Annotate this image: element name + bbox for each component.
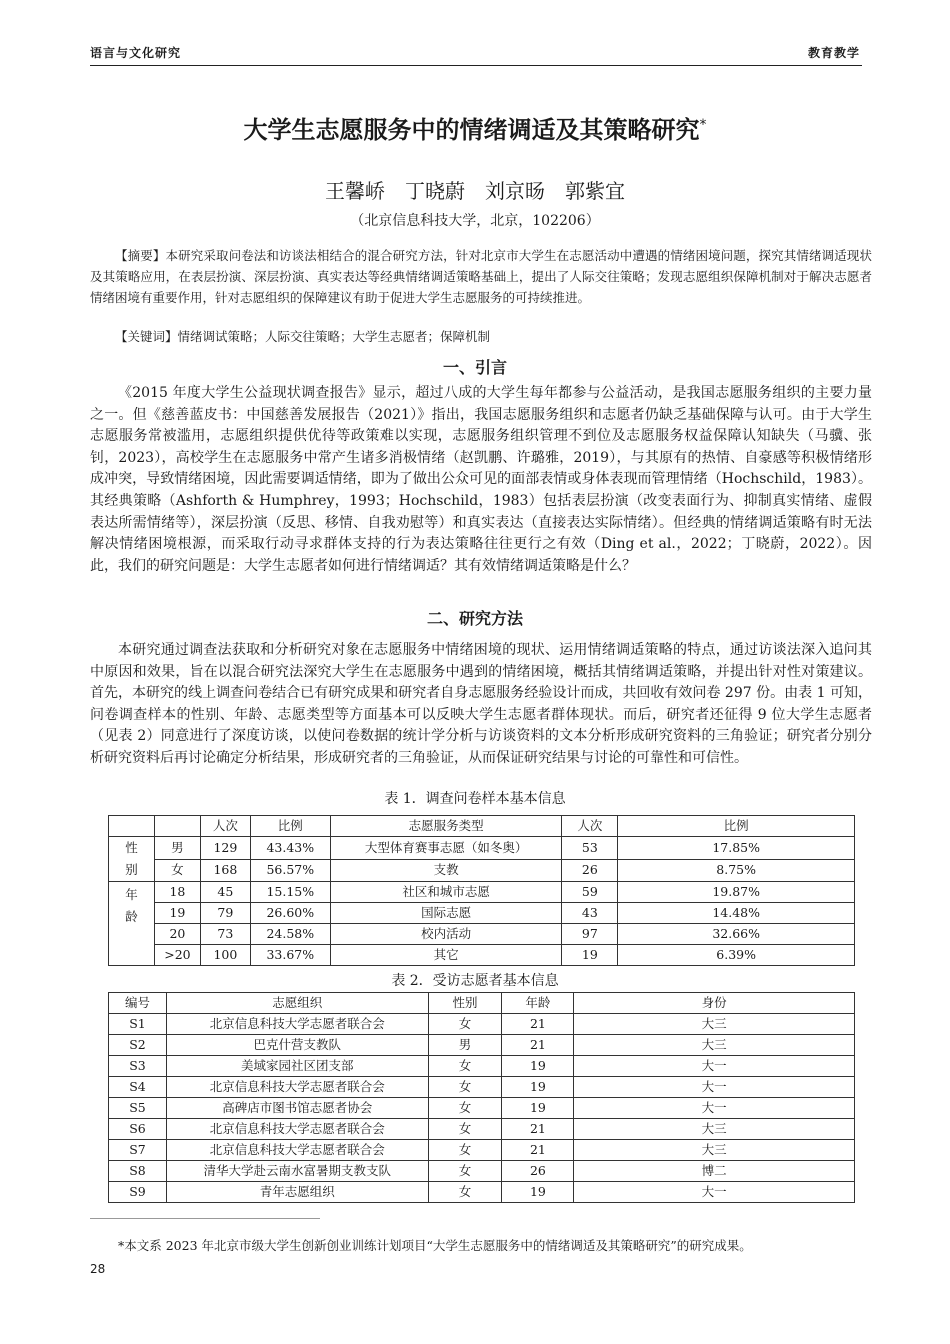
- table-cell: 巴克什营支教队: [166, 1035, 428, 1056]
- table-cell: 社区和城市志愿: [330, 882, 562, 903]
- table-cell: 北京信息科技大学志愿者联合会: [166, 1014, 428, 1035]
- table-header-row: [109, 816, 855, 837]
- table-cell: 19: [154, 903, 200, 924]
- table-cell: 博二: [574, 1161, 855, 1182]
- table-cell: 73: [200, 924, 250, 945]
- table-cell: 美域家园社区团支部: [166, 1056, 428, 1077]
- table-cell: 女: [428, 1161, 502, 1182]
- author-list: 王馨峤 丁晓蔚 刘京旸 郭紫宜: [325, 179, 625, 203]
- table-cell: 大三: [574, 1119, 855, 1140]
- table-header-cell: 人次: [200, 816, 250, 837]
- table-cell: 支教: [330, 859, 562, 882]
- table-cell: 19.87%: [618, 882, 855, 903]
- table-cell: 男: [154, 837, 200, 860]
- keywords: 【关键词】情绪调试策略；人际交往策略；大学生志愿者；保障机制: [115, 329, 491, 344]
- table-cell: 女: [154, 859, 200, 882]
- table-cell: 21: [502, 1119, 574, 1140]
- sample-info-table: [108, 815, 855, 966]
- table-cell: S4: [109, 1077, 167, 1098]
- table-header-cell: 比例: [618, 816, 855, 837]
- table-cell: 21: [502, 1014, 574, 1035]
- table-cell: S2: [109, 1035, 167, 1056]
- table-cell: S9: [109, 1182, 167, 1203]
- group-gender-cell: [109, 837, 155, 882]
- table-cell: 129: [200, 837, 250, 860]
- table-cell: 青年志愿组织: [166, 1182, 428, 1203]
- table-row: [109, 882, 855, 903]
- table-cell: S1: [109, 1014, 167, 1035]
- introduction-paragraph: 《2015 年度大学生公益现状调查报告》显示，超过八成的大学生每年都参与公益活动，是我国志愿服务组织的主要力量之一。但《慈善蓝皮书：中国慈善发展报告（2021）》指出，我国志愿服务组织和志愿者仍缺乏基础保障与认可。由于大学生志愿服务常被滥用，志愿组织提供优待等政策难以实现，志愿服务组织管理不到位及志愿服务权益保障认知缺失（马骥、张钊，2023），高校学生在志愿服务中常产生诸多消极情绪（赵凯鹏、许璐雅，2019），与其原有的热情、自豪感等积极情绪形成冲突，导致情绪困境，因此需要调适情绪，即为了做出公众可见的面部表情或身体表现而管理情绪（Hochschild，1983）。其经典策略（Ashforth & Humphrey，1993；Hochschild，1983）包括表层扮演（改变表面行为、抑制真实情绪、虚假表达所需情绪等），深层扮演（反思、移情、自我劝慰等）和真实表达（直接表达实际情绪）。但经典的情绪调适策略有时无法解决情绪困境根源，而采取行动寻求群体支持的行为表达策略往往更行之有效（Ding et al.，2022；丁晓蔚，2022）。因此，我们的研究问题是：大学生志愿者如何进行情绪调适？其有效情绪调适策略是什么？: [90, 385, 872, 574]
- footnote: *本文系 2023 年北京市级大学生创新创业训练计划项目“大学生志愿服务中的情绪调适及其策略研究”的研究成果。: [118, 1238, 752, 1253]
- table-cell: 21: [502, 1035, 574, 1056]
- table-cell: 17.85%: [618, 837, 855, 860]
- table-row: [109, 837, 855, 860]
- table-cell: S3: [109, 1056, 167, 1077]
- table-cell: 北京信息科技大学志愿者联合会: [166, 1077, 428, 1098]
- table-cell: 女: [428, 1140, 502, 1161]
- table-cell: 北京信息科技大学志愿者联合会: [166, 1140, 428, 1161]
- table-row: [109, 903, 855, 924]
- table-cell: 大三: [574, 1140, 855, 1161]
- table2-caption: 表 2．受访志愿者基本信息: [391, 973, 559, 989]
- table-cell: 男: [428, 1035, 502, 1056]
- table-cell: 168: [200, 859, 250, 882]
- table-cell: 43.43%: [250, 837, 330, 860]
- table-row: [109, 1161, 855, 1182]
- table-cell: >20: [154, 945, 200, 966]
- table-cell: 北京信息科技大学志愿者联合会: [166, 1119, 428, 1140]
- title-footnote-marker: *: [699, 117, 707, 133]
- table-cell: S5: [109, 1098, 167, 1119]
- table-header-cell: 性别: [428, 993, 502, 1014]
- table-cell: 79: [200, 903, 250, 924]
- table-row: [109, 859, 855, 882]
- table-row: [109, 1098, 855, 1119]
- table-header-cell: 志愿服务类型: [330, 816, 562, 837]
- table-cell: 15.15%: [250, 882, 330, 903]
- table-cell: 45: [200, 882, 250, 903]
- table-cell: 24.58%: [250, 924, 330, 945]
- table-cell: 18: [154, 882, 200, 903]
- table-cell: 大一: [574, 1182, 855, 1203]
- table-cell: 56.57%: [250, 859, 330, 882]
- table-cell: 女: [428, 1182, 502, 1203]
- table-cell: 26: [502, 1161, 574, 1182]
- methods-paragraph: 本研究通过调查法获取和分析研究对象在志愿服务中情绪困境的现状、运用情绪调适策略的特点，通过访谈法深入追问其中原因和效果，旨在以混合研究法深究大学生在志愿服务中遇到的情绪困境，概括其情绪调适策略，并提出针对性对策建议。首先，本研究的线上调查问卷结合已有研究成果和研究者自身志愿服务经验设计而成，共回收有效问卷 297 份。由表 1 可知，问卷调查样本的性别、年龄、志愿类型等方面基本可以反映大学生志愿者群体现状。而后，研究者还征得 9 位大学生志愿者（见表 2）同意进行了深度访谈，以使问卷数据的统计学分析与访谈资料的文本分析形成研究资料的三角验证；研究者分别分析研究资料后再讨论确定分析结果，形成研究者的三角验证，从而保证研究结果与讨论的可靠性和可信性。: [90, 642, 872, 766]
- table-header-cell: 志愿组织: [166, 993, 428, 1014]
- group-age-label: 年龄: [125, 887, 138, 924]
- table-cell: 19: [502, 1098, 574, 1119]
- table-cell: 32.66%: [618, 924, 855, 945]
- table-cell: S8: [109, 1161, 167, 1182]
- table-cell: 19: [502, 1077, 574, 1098]
- table-cell: 21: [502, 1140, 574, 1161]
- table-row: [109, 1035, 855, 1056]
- affiliation: （北京信息科技大学，北京，102206）: [350, 213, 600, 229]
- table-cell: 大一: [574, 1077, 855, 1098]
- table-cell: 53: [562, 837, 618, 860]
- table-cell: 大一: [574, 1056, 855, 1077]
- table1-caption: 表 1．调查问卷样本基本信息: [384, 791, 566, 807]
- group-gender-label: 性别: [125, 840, 138, 877]
- table-cell: 大一: [574, 1098, 855, 1119]
- paper-title-text: 大学生志愿服务中的情绪调适及其策略研究: [243, 116, 700, 144]
- table-cell: 19: [562, 945, 618, 966]
- table-cell: 14.48%: [618, 903, 855, 924]
- table-header-cell: [154, 816, 200, 837]
- table-cell: 19: [502, 1056, 574, 1077]
- table-header-row: [109, 993, 855, 1014]
- table-header-cell: 人次: [562, 816, 618, 837]
- table-cell: S7: [109, 1140, 167, 1161]
- table-cell: 20: [154, 924, 200, 945]
- table-cell: 女: [428, 1014, 502, 1035]
- section-heading-methods: 二、研究方法: [426, 609, 523, 628]
- table-cell: 大三: [574, 1035, 855, 1056]
- section-label: 教育教学: [807, 46, 860, 60]
- table-cell: 33.67%: [250, 945, 330, 966]
- table-header-cell: [109, 816, 155, 837]
- table-row: [109, 1182, 855, 1203]
- table-cell: 26.60%: [250, 903, 330, 924]
- table-row: [109, 1014, 855, 1035]
- table-cell: 女: [428, 1056, 502, 1077]
- table-cell: 女: [428, 1077, 502, 1098]
- table-row: [109, 1056, 855, 1077]
- page-number: 28: [90, 1262, 106, 1276]
- table-cell: 6.39%: [618, 945, 855, 966]
- interviewee-info-table: [108, 992, 855, 1203]
- table-cell: 校内活动: [330, 924, 562, 945]
- table-header-cell: 编号: [109, 993, 167, 1014]
- footnote-divider: [90, 1218, 320, 1219]
- table-cell: 高碑店市图书馆志愿者协会: [166, 1098, 428, 1119]
- table-cell: 大三: [574, 1014, 855, 1035]
- paper-title: [0, 110, 950, 145]
- table-cell: 其它: [330, 945, 562, 966]
- table-cell: 97: [562, 924, 618, 945]
- table-cell: 59: [562, 882, 618, 903]
- table-cell: 43: [562, 903, 618, 924]
- table-cell: 女: [428, 1119, 502, 1140]
- table-header-cell: 比例: [250, 816, 330, 837]
- table-row: [109, 1077, 855, 1098]
- header-divider: [90, 65, 862, 66]
- table-header-cell: 年龄: [502, 993, 574, 1014]
- table-row: [109, 945, 855, 966]
- table-cell: 100: [200, 945, 250, 966]
- group-age-cell: [109, 882, 155, 966]
- abstract: 【摘要】本研究采取问卷法和访谈法相结合的混合研究方法，针对北京市大学生在志愿活动中遭遇的情绪困境问题，探究其情绪调适现状及其策略应用，在表层扮演、深层扮演、真实表达等经典情绪调适策略基础上，提出了人际交往策略；发现志愿组织保障机制对于解决志愿者情绪困境有重要作用，针对志愿组织的保障建议有助于促进大学生志愿服务的可持续推进。: [90, 248, 872, 305]
- table-header-cell: 身份: [574, 993, 855, 1014]
- table-cell: 清华大学赴云南水富暑期支教支队: [166, 1161, 428, 1182]
- table-row: [109, 924, 855, 945]
- table-cell: 女: [428, 1098, 502, 1119]
- table-cell: S6: [109, 1119, 167, 1140]
- table-cell: 8.75%: [618, 859, 855, 882]
- table-cell: 国际志愿: [330, 903, 562, 924]
- table-cell: 19: [502, 1182, 574, 1203]
- table-cell: 大型体育赛事志愿（如冬奥）: [330, 837, 562, 860]
- journal-name: 语言与文化研究: [90, 46, 182, 60]
- table-cell: 26: [562, 859, 618, 882]
- section-heading-introduction: 一、引言: [442, 358, 507, 377]
- table-row: [109, 1140, 855, 1161]
- table-row: [109, 1119, 855, 1140]
